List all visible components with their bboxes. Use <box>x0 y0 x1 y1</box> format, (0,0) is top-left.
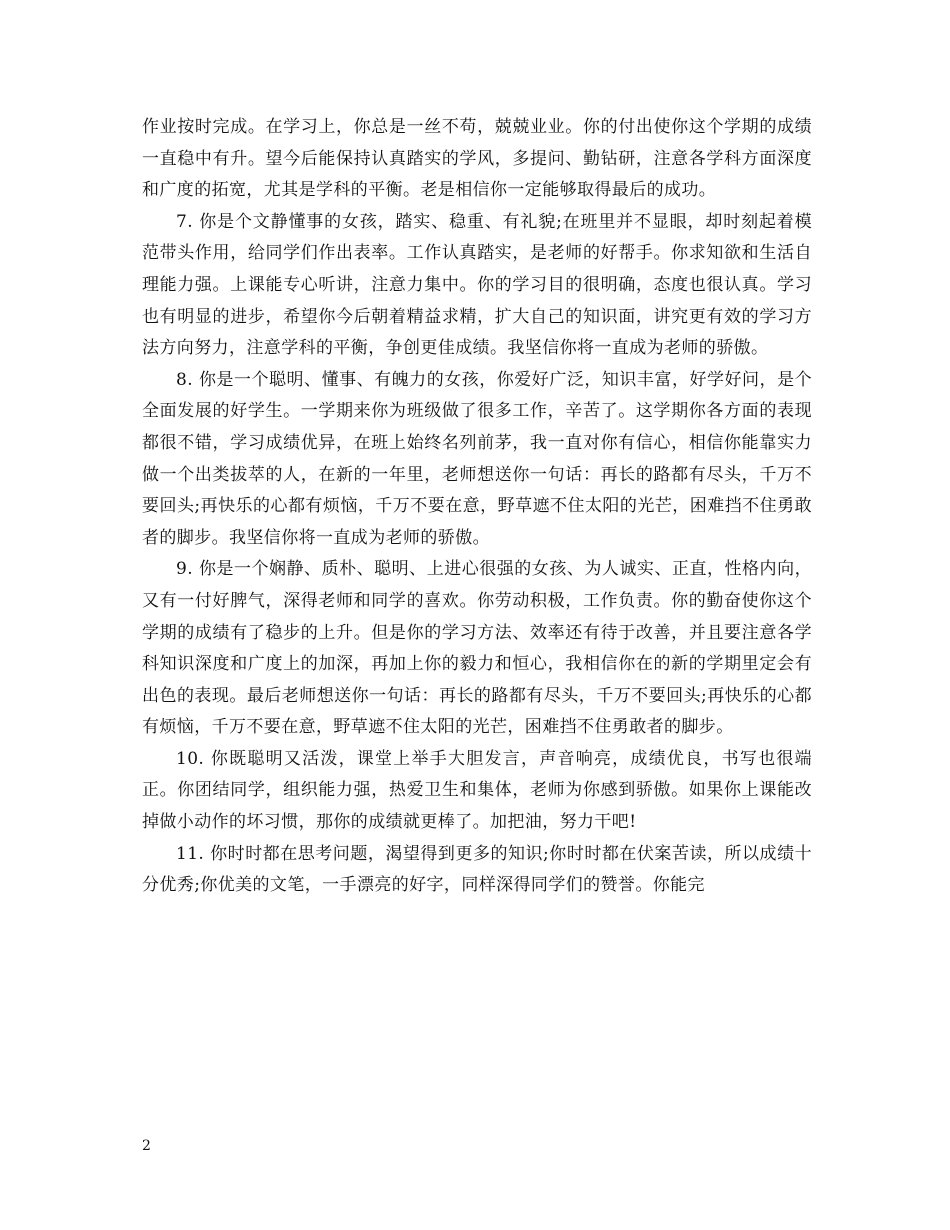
document-body <box>142 112 812 902</box>
paragraph-comment-7: 7. 你是个文静懂事的女孩，踏实、稳重、有礼貌;在班里并不显眼，却时刻起着模范带头作用，给同学们作出表率。工作认真踏实，是老师的好帮手。你求知欲和生活自理能力强。上课能专心听讲，注意力集中。你的学习目的很明确，态度也很认真。学习也有明显的进步，希望你今后朝着精益求精，扩大自己的知识面，讲究更有效的学习方法方向努力，注意学科的平衡，争创更佳成绩。我坚信你将一直成为老师的骄傲。 <box>142 211 812 359</box>
paragraph-comment-10: 10. 你既聪明又活泼，课堂上举手大胆发言，声音响亮，成绩优良，书写也很端正。你团结同学，组织能力强，热爱卫生和集体，老师为你感到骄傲。如果你上课能改掉做小动作的坏习惯，那你的成绩就更棒了。加把油，努力干吧! <box>142 748 812 833</box>
paragraph-comment-9: 9. 你是一个娴静、质朴、聪明、上进心很强的女孩、为人诚实、正直，性格内向，又有一付好脾气，深得老师和同学的喜欢。你劳动积极，工作负责。你的勤奋使你这个学期的成绩有了稳步的上升。但是你的学习方法、效率还有待于改善，并且要注意各学科知识深度和广度上的加深，再加上你的毅力和恒心，我相信你在的新的学期里定会有出色的表现。最后老师想送你一句话：再长的路都有尽头，千万不要回头;再快乐的心都有烦恼，千万不要在意，野草遮不住太阳的光芒，困难挡不住勇敢者的脚步。 <box>142 559 812 738</box>
paragraph-continuation: 作业按时完成。在学习上，你总是一丝不苟，兢兢业业。你的付出使你这个学期的成绩一直稳中有升。望今后能保持认真踏实的学风，多提问、勤钻研，注意各学科方面深度和广度的拓宽，尤其是学科的平衡。老是相信你一定能够取得最后的成功。 <box>142 117 812 201</box>
paragraph-comment-8: 8. 你是一个聪明、懂事、有魄力的女孩，你爱好广泛，知识丰富，好学好问，是个全面发展的好学生。一学期来你为班级做了很多工作，辛苦了。这学期你各方面的表现都很不错，学习成绩优异，在班上始终名列前茅，我一直对你有信心，相信你能靠实力做一个出类拔萃的人，在新的一年里，老师想送你一句话：再长的路都有尽头，千万不要回头;再快乐的心都有烦恼，千万不要在意，野草遮不住太阳的光芒，困难挡不住勇敢者的脚步。我坚信你将一直成为老师的骄傲。 <box>142 369 812 548</box>
paragraph-comment-11: 11. 你时时都在思考问题，渴望得到更多的知识;你时时都在伏案苦读，所以成绩十分优秀;你优美的文笔，一手漂亮的好字，同样深得同学们的赞誉。你能完 <box>142 843 812 896</box>
page-number: 2 <box>142 1138 151 1154</box>
